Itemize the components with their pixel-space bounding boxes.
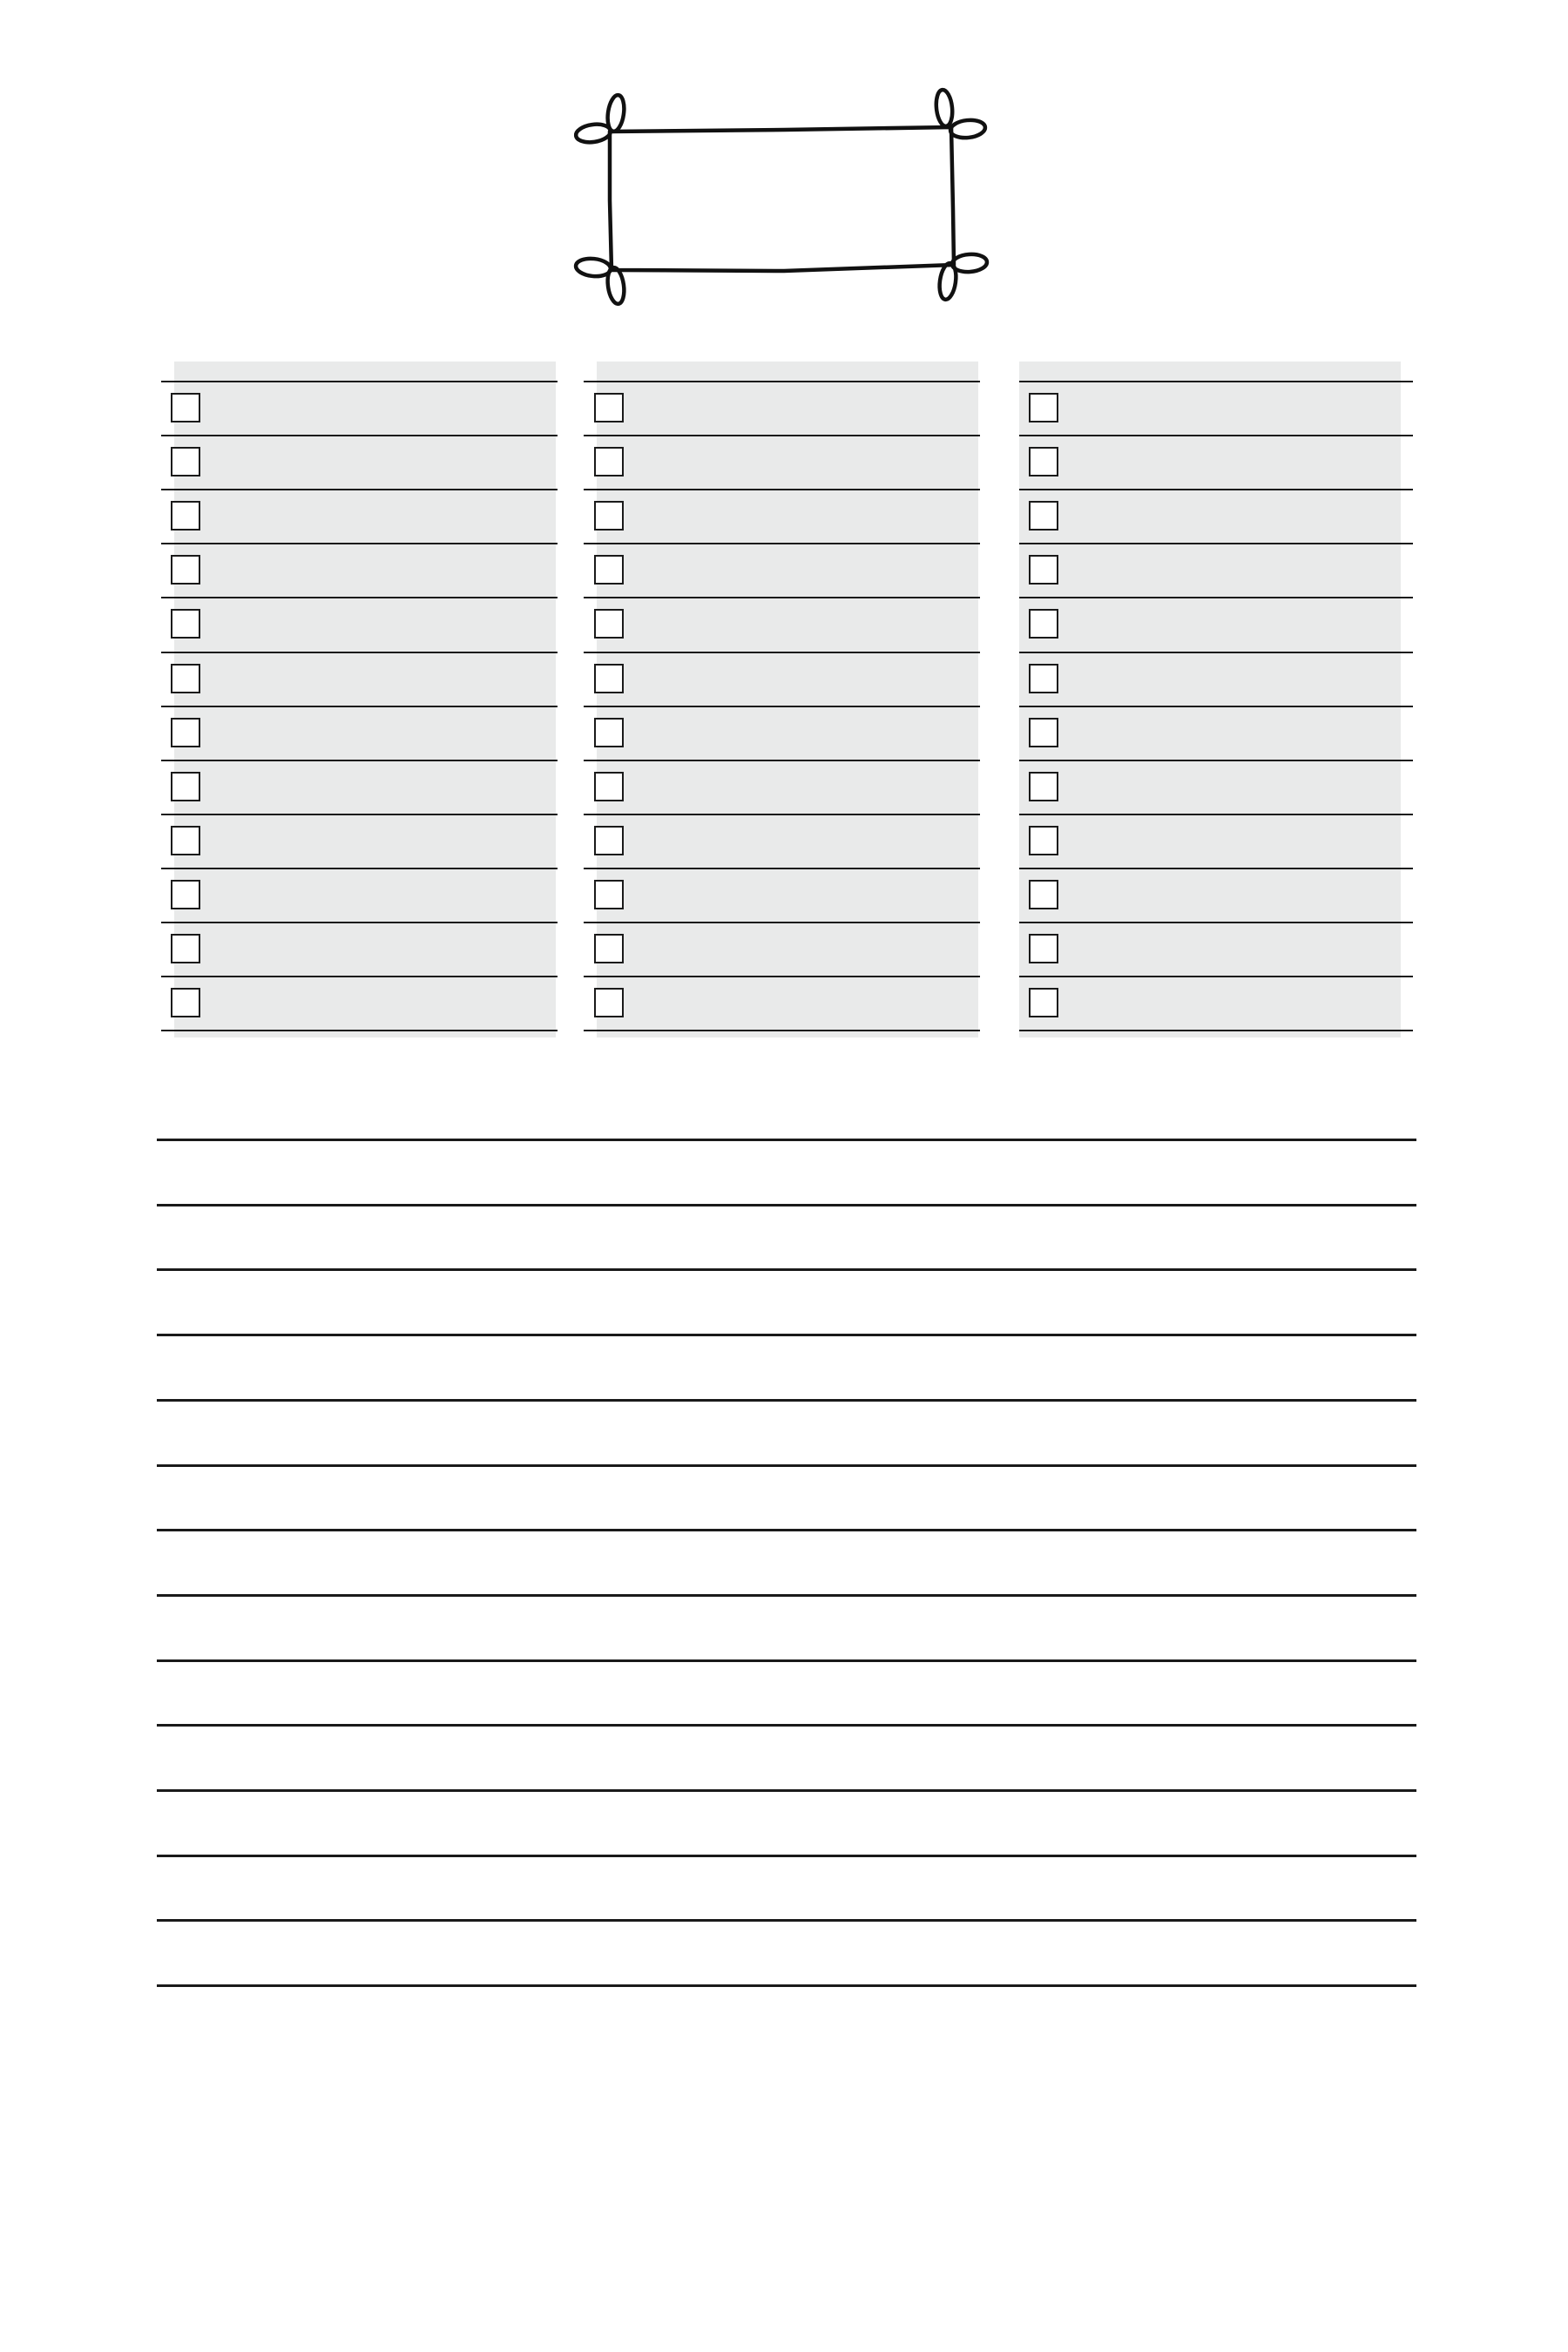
checkbox[interactable] (1029, 772, 1058, 801)
checklist-row-line (584, 976, 980, 977)
checkbox[interactable] (1029, 609, 1058, 639)
checkbox[interactable] (1029, 664, 1058, 693)
checklist-row-line (1019, 868, 1413, 869)
checkbox[interactable] (171, 393, 200, 422)
checkbox[interactable] (594, 988, 624, 1017)
notes-line[interactable] (157, 1724, 1416, 1727)
checklist-row-line (584, 1030, 980, 1031)
checklist-column-3 (1019, 362, 1401, 1037)
checklist-row-line (161, 652, 558, 653)
checkbox[interactable] (1029, 826, 1058, 855)
checkbox[interactable] (171, 609, 200, 639)
checkbox[interactable] (594, 718, 624, 747)
checklist-row-line (1019, 814, 1413, 815)
checklist-row-line (161, 706, 558, 707)
checkbox[interactable] (1029, 555, 1058, 585)
checkbox[interactable] (171, 447, 200, 476)
checkbox[interactable] (594, 501, 624, 531)
checklist-row-line (584, 435, 980, 436)
checklist-row-line (584, 597, 980, 598)
checkbox[interactable] (1029, 718, 1058, 747)
notes-line[interactable] (157, 1399, 1416, 1402)
notes-line[interactable] (157, 1789, 1416, 1792)
checklist-row-line (161, 1030, 558, 1031)
checklist-row-line (1019, 652, 1413, 653)
checklist-row-line (161, 976, 558, 977)
checkbox[interactable] (594, 555, 624, 585)
checklist-row-line (1019, 489, 1413, 490)
checkbox[interactable] (1029, 393, 1058, 422)
notes-line[interactable] (157, 1984, 1416, 1987)
checklist-row-line (1019, 706, 1413, 707)
notes-line[interactable] (157, 1529, 1416, 1531)
checkbox[interactable] (171, 501, 200, 531)
checklist-row-line (161, 381, 558, 382)
checklist-row-line (584, 489, 980, 490)
checkbox[interactable] (1029, 501, 1058, 531)
checklist-row-line (161, 435, 558, 436)
checkbox[interactable] (1029, 880, 1058, 909)
checklist-row-line (584, 652, 980, 653)
notes-line[interactable] (157, 1334, 1416, 1336)
checkbox[interactable] (594, 447, 624, 476)
checklist-row-line (584, 381, 980, 382)
checkbox[interactable] (171, 718, 200, 747)
notes-line[interactable] (157, 1594, 1416, 1597)
checklist-row-line (584, 543, 980, 544)
checklist-row-line (1019, 381, 1413, 382)
checkbox[interactable] (171, 555, 200, 585)
checklist-row-line (1019, 435, 1413, 436)
checkbox[interactable] (171, 880, 200, 909)
checklist-row-line (161, 489, 558, 490)
checklist-row-line (584, 868, 980, 869)
checkbox[interactable] (594, 664, 624, 693)
checkbox[interactable] (594, 609, 624, 639)
checkbox[interactable] (171, 826, 200, 855)
notes-line[interactable] (157, 1268, 1416, 1271)
checkbox[interactable] (594, 880, 624, 909)
checkbox[interactable] (171, 772, 200, 801)
checkbox[interactable] (1029, 447, 1058, 476)
checklist-column-1 (174, 362, 556, 1037)
checkbox[interactable] (1029, 988, 1058, 1017)
checklist-row-line (1019, 922, 1413, 923)
checklist-row-line (161, 814, 558, 815)
checkbox[interactable] (594, 393, 624, 422)
checklist-row-line (161, 543, 558, 544)
notes-line[interactable] (157, 1139, 1416, 1141)
checklist-column-2 (597, 362, 978, 1037)
checklist-row-line (584, 922, 980, 923)
checklist-row-line (584, 814, 980, 815)
notes-line[interactable] (157, 1204, 1416, 1206)
notes-line[interactable] (157, 1659, 1416, 1662)
checkbox[interactable] (594, 826, 624, 855)
checklist-row-line (1019, 597, 1413, 598)
checklist (0, 0, 1568, 1045)
checklist-row-line (584, 760, 980, 761)
checkbox[interactable] (594, 934, 624, 963)
checklist-row-line (1019, 976, 1413, 977)
checklist-row-line (584, 706, 980, 707)
checkbox[interactable] (171, 934, 200, 963)
checklist-row-line (161, 597, 558, 598)
checklist-row-line (161, 868, 558, 869)
checkbox[interactable] (1029, 934, 1058, 963)
checklist-row-line (161, 760, 558, 761)
checkbox[interactable] (171, 664, 200, 693)
notes-line[interactable] (157, 1855, 1416, 1857)
checkbox[interactable] (594, 772, 624, 801)
checkbox[interactable] (171, 988, 200, 1017)
notes-line[interactable] (157, 1464, 1416, 1467)
checklist-row-line (161, 922, 558, 923)
checklist-row-line (1019, 1030, 1413, 1031)
notes-line[interactable] (157, 1919, 1416, 1922)
checklist-row-line (1019, 543, 1413, 544)
checklist-row-line (1019, 760, 1413, 761)
